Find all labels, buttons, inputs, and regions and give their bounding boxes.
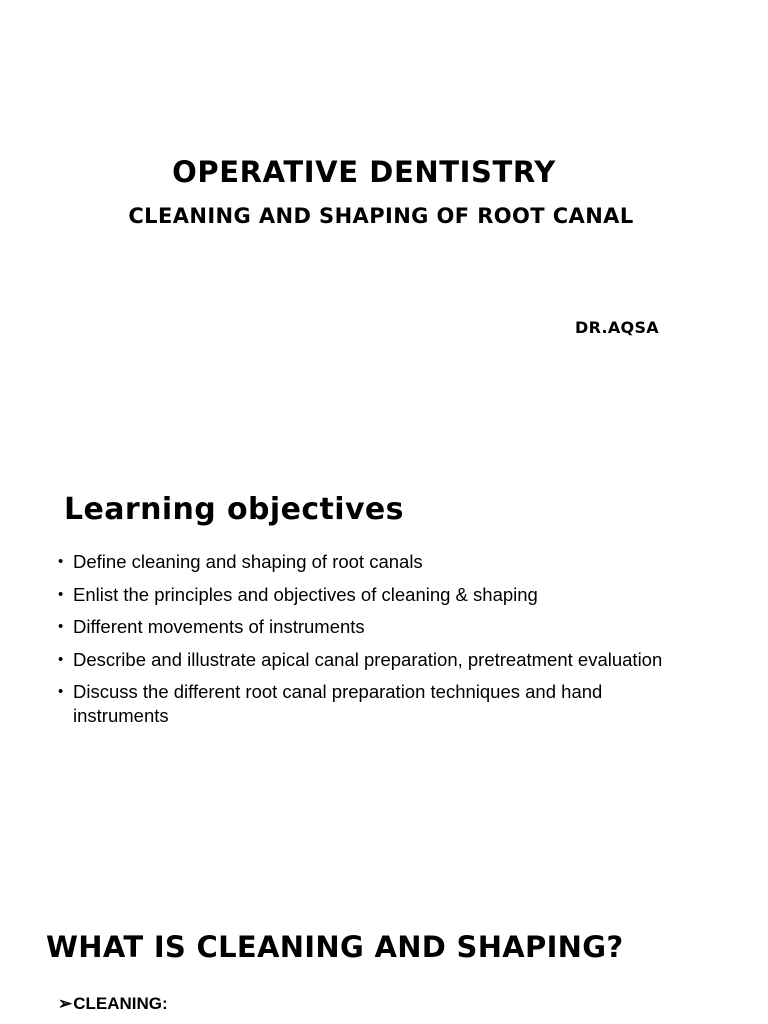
arrow-bullet-icon: ➢	[58, 994, 73, 1013]
learning-objectives-slide	[0, 420, 768, 860]
bullet-icon: •	[58, 585, 64, 603]
objectives-list	[58, 550, 698, 736]
objective-text: Discuss the different root canal preparation techniques and hand instruments	[73, 681, 603, 726]
learning-objectives-heading: Learning objectives	[64, 492, 404, 527]
objective-item	[58, 550, 698, 574]
title-slide	[0, 0, 768, 420]
objective-text: Define cleaning and shaping of root canals	[73, 551, 423, 572]
author-name: DR.AQSA	[575, 318, 659, 337]
bullet-icon: •	[58, 618, 64, 635]
objective-text: Describe and illustrate apical canal preparation, pretreatment evaluation	[73, 648, 663, 670]
cleaning-label: CLEANING:	[73, 994, 168, 1013]
section-heading: WHAT IS CLEANING AND SHAPING?	[46, 930, 624, 964]
presentation-title: OPERATIVE DENTISTRY	[172, 155, 556, 189]
bullet-icon: •	[58, 553, 64, 570]
objective-item	[58, 680, 698, 727]
objective-text: Enlist the principles and objectives of cleaning & shaping	[73, 583, 538, 605]
objective-item	[58, 648, 698, 672]
cleaning-shaping-slide	[0, 860, 768, 1024]
bullet-icon: •	[58, 650, 64, 668]
objective-text: Different movements of instruments	[73, 616, 365, 637]
objective-item	[58, 583, 698, 607]
objective-item	[58, 615, 698, 639]
bullet-icon: •	[58, 683, 64, 700]
cleaning-subheading	[58, 994, 168, 1014]
presentation-subtitle: CLEANING AND SHAPING OF ROOT CANAL	[128, 204, 634, 228]
